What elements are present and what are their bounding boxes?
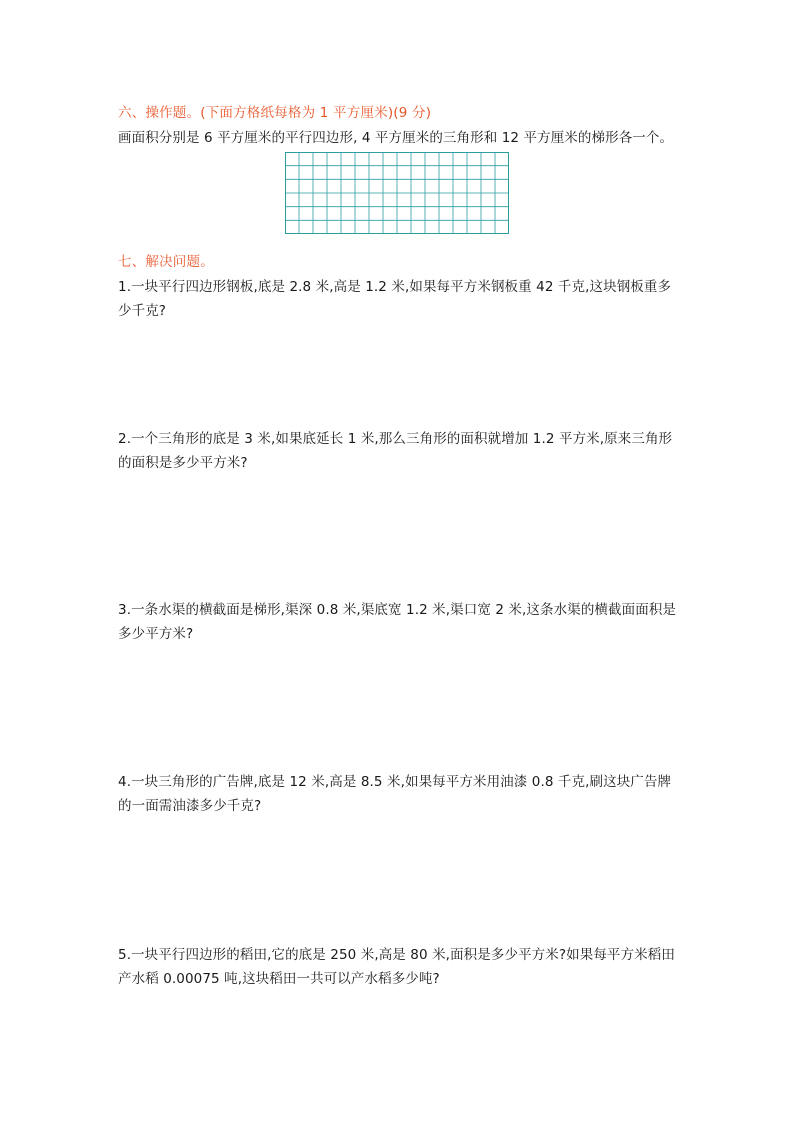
- problem-1-line-2: 少千克?: [118, 303, 167, 319]
- problem-1-line-1: 1.一块平行四边形钢板,底是 2.8 米,高是 1.2 米,如果每平方米钢板重 42 千克,这块钢板重多: [118, 279, 672, 295]
- section-7-heading: 七、解决问题。: [118, 254, 214, 270]
- section-6-instruction: 画面积分别是 6 平方厘米的平行四边形, 4 平方厘米的三角形和 12 平方厘米的梯形各一个。: [118, 130, 674, 146]
- problem-3-line-2: 多少平方米?: [118, 626, 194, 642]
- problem-4-line-1: 4.一块三角形的广告牌,底是 12 米,高是 8.5 米,如果每平方米用油漆 0.8 千克,刷这块广告牌: [118, 774, 672, 790]
- problem-2-line-1: 2.一个三角形的底是 3 米,如果底延长 1 米,那么三角形的面积就增加 1.2 平方米,原来三角形: [118, 431, 673, 447]
- section-6-heading: 六、操作题。(下面方格纸每格为 1 平方厘米)(9 分): [118, 105, 432, 121]
- problem-5-line-1: 5.一块平行四边形的稻田,它的底是 250 米,高是 80 米,面积是多少平方米?如果每平方米稻田: [118, 947, 675, 963]
- problem-5-line-2: 产水稻 0.00075 吨,这块稻田一共可以产水稻多少吨?: [118, 971, 440, 987]
- problem-4-line-2: 的一面需油漆多少千克?: [118, 798, 262, 814]
- problem-3-line-1: 3.一条水渠的横截面是梯形,渠深 0.8 米,渠底宽 1.2 米,渠口宽 2 米,这条水渠的横截面面积是: [118, 602, 677, 618]
- problem-2-line-2: 的面积是多少平方米?: [118, 455, 248, 471]
- square-grid-paper[interactable]: [285, 152, 509, 234]
